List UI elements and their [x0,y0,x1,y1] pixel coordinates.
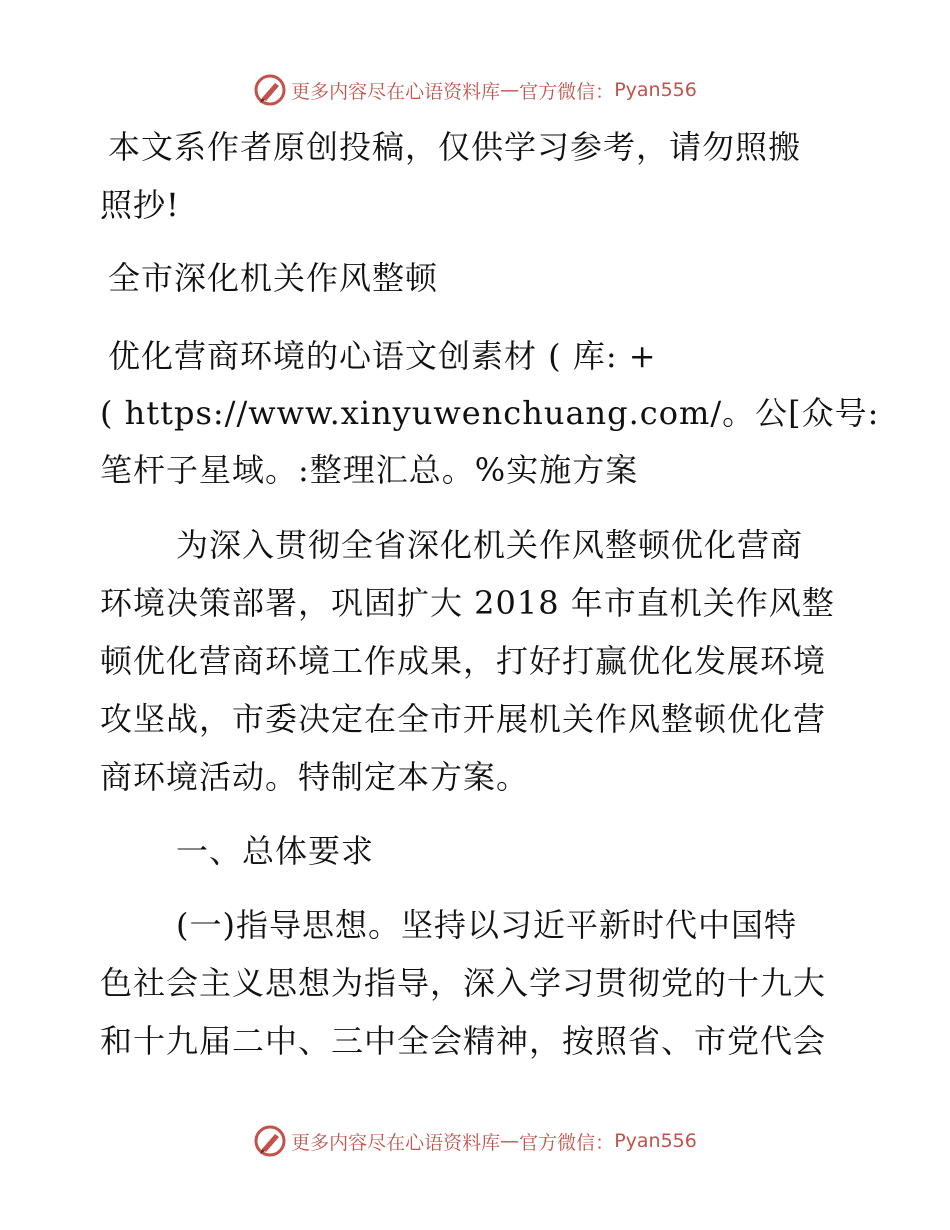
header-banner [0,70,950,110]
paragraph-1-line-1: 为深入贯彻全省深化机关作风整顿优化营商 [176,526,804,564]
banner-official-label: 官方微信： [519,80,615,103]
pen-logo-icon [253,1124,287,1158]
banner-brand-text: 更多内容尽在心语资料库 [291,80,501,103]
paragraph-2-line-2: 色社会主义思想为指导，深入学习贯彻党的十九大 [100,964,827,1002]
banner-wechat-id: Pyan556 [614,1130,697,1152]
section-1-heading: 一、总体要求 [176,832,375,870]
paragraph-1-line-5: 商环境活动。特制定本方案。 [100,758,530,796]
paragraph-2-line-1: (一)指导思想。坚持以习近平新时代中国特 [176,906,797,944]
banner-wechat-id: Pyan556 [614,79,697,101]
pen-logo-icon [253,73,287,107]
paragraph-1-line-3: 顿优化营商环境工作成果，打好打赢优化发展环境 [100,642,827,680]
paragraph-1-line-2: 环境决策部署，巩固扩大 2018 年市直机关作风整 [100,584,835,622]
banner-official-label: 官方微信： [519,1131,615,1154]
footer-banner [0,1121,950,1161]
notice-line-1: 本文系作者原创投稿，仅供学习参考，请勿照搬 [108,128,802,166]
paragraph-2-line-3: 和十九届二中、三中全会精神，按照省、市党代会 [100,1022,827,1060]
banner-separator: — [500,79,520,101]
banner-separator: — [500,1130,520,1152]
title-line-2: 优化营商环境的心语文创素材 ( 库: + [108,337,657,375]
title-line-1: 全市深化机关作风整顿 [108,259,439,297]
notice-line-2: 照抄! [100,186,180,224]
paragraph-1-line-4: 攻坚战，市委决定在全市开展机关作风整顿优化营 [100,700,827,738]
title-line-4: 笔杆子星域。:整理汇总。%实施方案 [100,451,639,489]
banner-brand-text: 更多内容尽在心语资料库 [291,1131,501,1154]
title-line-3: ( https://www.xinyuwenchuang.com/。公[众号: [100,394,880,432]
